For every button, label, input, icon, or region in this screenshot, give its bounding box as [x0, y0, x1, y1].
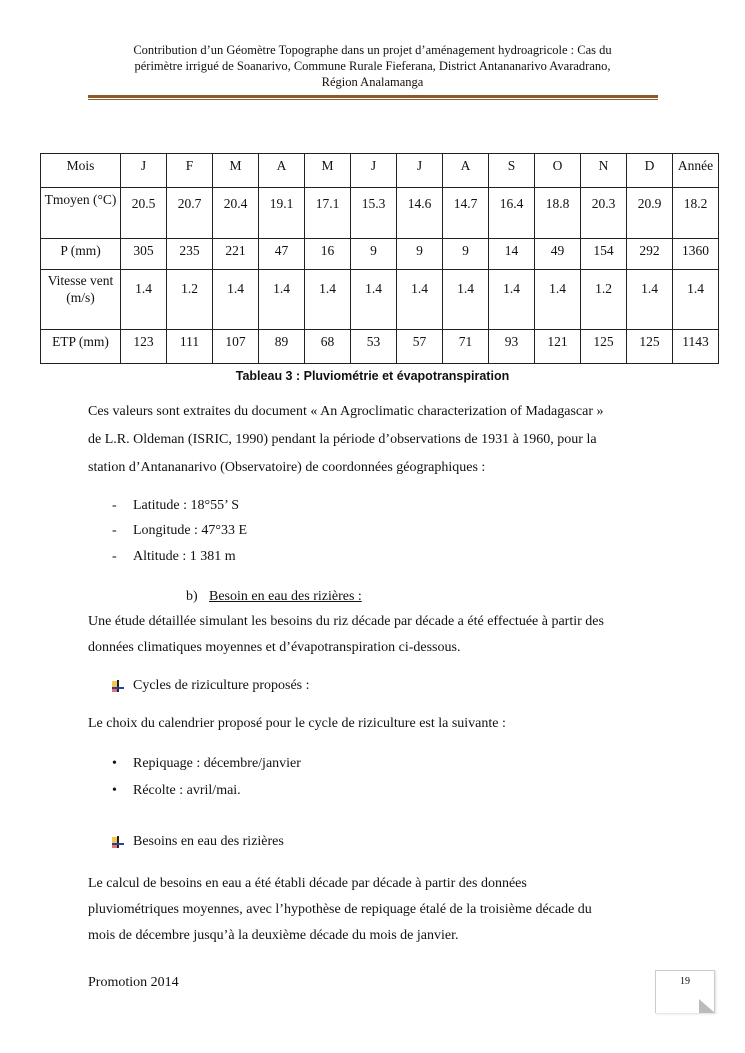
table-cell: 235: [167, 239, 213, 270]
table-cell: 9: [443, 239, 489, 270]
table-cell: 1.2: [167, 270, 213, 330]
table-cell: D: [627, 154, 673, 188]
table-cell: 19.1: [259, 188, 305, 239]
table-cell: M: [213, 154, 259, 188]
header-rule: [88, 95, 658, 98]
table-cell: 1.4: [535, 270, 581, 330]
paragraph-line: Le choix du calendrier proposé pour le cycle de riziculture est la suivante :: [88, 716, 506, 731]
header-rule-thin: [88, 99, 658, 100]
bullet-icon: •: [112, 783, 117, 798]
dash-marker: -: [112, 549, 117, 564]
table-cell: 111: [167, 330, 213, 364]
table-row: [41, 270, 719, 330]
table-cell: 14: [489, 239, 535, 270]
subheading: Besoins en eau des rizières: [133, 834, 284, 849]
bullet-item: Récolte : avril/mai.: [133, 783, 241, 798]
table-cell: 123: [121, 330, 167, 364]
table-cell: 107: [213, 330, 259, 364]
page-number: 19: [680, 976, 690, 987]
table-cell: 89: [259, 330, 305, 364]
row-header-cell: Tmoyen (°C): [41, 188, 121, 239]
table-row: [41, 154, 719, 188]
page-number-box: [655, 970, 715, 1013]
plus-bullet-icon: [112, 836, 124, 848]
table-cell: 93: [489, 330, 535, 364]
climate-table: [40, 153, 719, 364]
table-cell: 14.7: [443, 188, 489, 239]
table-cell: 1360: [673, 239, 719, 270]
table-cell: 1.4: [259, 270, 305, 330]
table-cell: F: [167, 154, 213, 188]
table-cell: 20.3: [581, 188, 627, 239]
table-cell: 20.5: [121, 188, 167, 239]
table-cell: 18.2: [673, 188, 719, 239]
table-cell: 16: [305, 239, 351, 270]
table-cell: 53: [351, 330, 397, 364]
table-cell: A: [259, 154, 305, 188]
table-cell: 1143: [673, 330, 719, 364]
table-cell: 16.4: [489, 188, 535, 239]
table-cell: 15.3: [351, 188, 397, 239]
table-cell: 121: [535, 330, 581, 364]
table-cell: 1.4: [397, 270, 443, 330]
table-cell: 1.4: [305, 270, 351, 330]
table-cell: 47: [259, 239, 305, 270]
subheading: Cycles de riziculture proposés :: [133, 678, 310, 693]
table-cell: 1.4: [443, 270, 489, 330]
paragraph-line: mois de décembre jusqu’à la deuxième décade du mois de janvier.: [88, 928, 459, 943]
coord-item: Longitude : 47°33 E: [133, 523, 248, 538]
table-cell: 9: [397, 239, 443, 270]
table-cell: 125: [581, 330, 627, 364]
table-cell: 14.6: [397, 188, 443, 239]
table-row: [41, 188, 719, 239]
bullet-item: Repiquage : décembre/janvier: [133, 756, 301, 771]
running-header: Contribution d’un Géomètre Topographe dans un projet d’aménagement hydroagricole : Cas du périmètre irrigué de Soanarivo, Commune Rurale Fieferana, District Antananarivo Avaradrano, Région Analamanga: [133, 43, 612, 89]
table-cell: 292: [627, 239, 673, 270]
paragraph-line: données climatiques moyennes et d’évapotranspiration ci-dessous.: [88, 640, 461, 655]
table-cell: 1.4: [213, 270, 259, 330]
table-cell: M: [305, 154, 351, 188]
paragraph-line: station d’Antananarivo (Observatoire) de coordonnées géographiques :: [88, 460, 486, 475]
table-cell: J: [121, 154, 167, 188]
table-cell: 49: [535, 239, 581, 270]
dash-marker: -: [112, 523, 117, 538]
table-cell: 1.2: [581, 270, 627, 330]
table-cell: 9: [351, 239, 397, 270]
table-cell: 1.4: [121, 270, 167, 330]
plus-bullet-icon: [112, 680, 124, 692]
table-cell: S: [489, 154, 535, 188]
section-number: b): [186, 589, 198, 604]
paragraph-line: Le calcul de besoins en eau a été établi décade par décade à partir des données: [88, 876, 527, 891]
table-cell: 305: [121, 239, 167, 270]
table-cell: 20.9: [627, 188, 673, 239]
table-row: [41, 330, 719, 364]
bullet-icon: •: [112, 756, 117, 771]
table-cell: O: [535, 154, 581, 188]
table-cell: 154: [581, 239, 627, 270]
coord-item: Altitude : 1 381 m: [133, 549, 236, 564]
paragraph-line: pluviométriques moyennes, avec l’hypothèse de repiquage étalé de la troisième décade du: [88, 902, 592, 917]
table-cell: A: [443, 154, 489, 188]
paragraph-line: de L.R. Oldeman (ISRIC, 1990) pendant la période d’observations de 1931 à 1960, pour la: [88, 432, 597, 447]
table-cell: 125: [627, 330, 673, 364]
row-header-cell: ETP (mm): [41, 330, 121, 364]
table-row: [41, 239, 719, 270]
table-cell: 1.4: [673, 270, 719, 330]
row-header-cell: Mois: [41, 154, 121, 188]
paragraph-line: Ces valeurs sont extraites du document « An Agroclimatic characterization of Madagascar »: [88, 404, 604, 419]
table-cell: 57: [397, 330, 443, 364]
footer-text: Promotion 2014: [88, 975, 179, 990]
table-cell: J: [351, 154, 397, 188]
table-cell: 18.8: [535, 188, 581, 239]
table-cell: J: [397, 154, 443, 188]
table-cell: 20.4: [213, 188, 259, 239]
table-caption: Tableau 3 : Pluviométrie et évapotranspiration: [235, 369, 510, 383]
page-curl-icon: [699, 999, 715, 1013]
table-cell: N: [581, 154, 627, 188]
table-cell: 68: [305, 330, 351, 364]
paragraph-line: Une étude détaillée simulant les besoins du riz décade par décade a été effectuée à partir des: [88, 614, 604, 629]
row-header-cell: P (mm): [41, 239, 121, 270]
section-title: Besoin en eau des rizières :: [209, 589, 362, 604]
table-cell: 71: [443, 330, 489, 364]
row-header-cell: Vitesse vent (m/s): [41, 270, 121, 330]
table-cell: 221: [213, 239, 259, 270]
table-cell: 17.1: [305, 188, 351, 239]
table-cell: Année: [673, 154, 719, 188]
table-cell: 1.4: [351, 270, 397, 330]
table-cell: 1.4: [627, 270, 673, 330]
coord-item: Latitude : 18°55’ S: [133, 498, 240, 513]
table-cell: 20.7: [167, 188, 213, 239]
dash-marker: -: [112, 498, 117, 513]
table-cell: 1.4: [489, 270, 535, 330]
